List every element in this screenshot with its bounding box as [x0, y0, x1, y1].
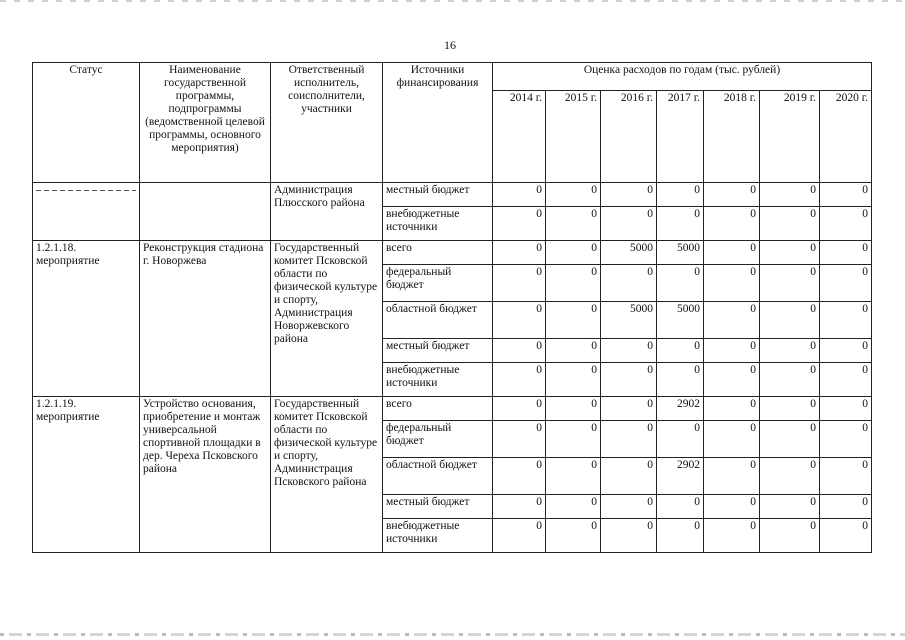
value-cell: 0: [820, 363, 872, 397]
value-cell: 0: [760, 183, 820, 207]
value-cell: 0: [601, 207, 657, 241]
value-cell: 5000: [601, 302, 657, 339]
value-cell: 0: [704, 339, 760, 363]
status-cell-continued: [33, 183, 140, 241]
table-row: [33, 397, 872, 421]
value-cell: 0: [704, 302, 760, 339]
header-name: Наименование государственной программы, подпрограммы (ведомственной целевой программы, основного мероприятия): [140, 63, 271, 183]
value-cell: 0: [704, 265, 760, 302]
status-cell: 1.2.1.19. мероприятие: [33, 397, 140, 553]
source-cell: внебюджетные источники: [383, 363, 493, 397]
value-cell: 0: [601, 183, 657, 207]
value-cell: 0: [493, 265, 546, 302]
value-cell: 0: [546, 519, 601, 553]
value-cell: 0: [601, 519, 657, 553]
source-cell: местный бюджет: [383, 495, 493, 519]
source-cell: областной бюджет: [383, 302, 493, 339]
scan-artifact-bottom: [0, 633, 905, 636]
source-cell: всего: [383, 397, 493, 421]
value-cell: 0: [546, 265, 601, 302]
value-cell: 0: [760, 207, 820, 241]
value-cell: 5000: [657, 241, 704, 265]
value-cell: 0: [760, 302, 820, 339]
value-cell: 0: [657, 519, 704, 553]
value-cell: 0: [546, 397, 601, 421]
value-cell: 0: [820, 495, 872, 519]
name-cell-continued: [140, 183, 271, 241]
value-cell: 0: [657, 421, 704, 458]
scan-artifact-top: [0, 0, 905, 2]
source-cell: областной бюджет: [383, 458, 493, 495]
page-number: 16: [444, 38, 456, 52]
value-cell: 0: [493, 363, 546, 397]
source-cell: федеральный бюджет: [383, 265, 493, 302]
source-cell: местный бюджет: [383, 339, 493, 363]
value-cell: 0: [820, 339, 872, 363]
header-year: 2016 г.: [601, 91, 657, 183]
source-cell: федеральный бюджет: [383, 421, 493, 458]
value-cell: 0: [760, 265, 820, 302]
table-row: [33, 241, 872, 265]
value-cell: 0: [546, 339, 601, 363]
value-cell: 0: [493, 339, 546, 363]
value-cell: 0: [657, 495, 704, 519]
value-cell: 5000: [601, 241, 657, 265]
table-row: [33, 183, 872, 207]
responsible-cell: Государственный комитет Псковской области по физической культуре и спорту, Администрация Псковского района: [271, 397, 383, 553]
value-cell: 0: [493, 241, 546, 265]
value-cell: 2902: [657, 397, 704, 421]
value-cell: 0: [493, 207, 546, 241]
source-cell: внебюджетные источники: [383, 207, 493, 241]
value-cell: 2902: [657, 458, 704, 495]
value-cell: 0: [493, 183, 546, 207]
value-cell: 0: [760, 519, 820, 553]
budget-table: [32, 62, 872, 553]
header-status: Статус: [33, 63, 140, 183]
value-cell: 0: [820, 265, 872, 302]
value-cell: 0: [657, 207, 704, 241]
header-year: 2017 г.: [657, 91, 704, 183]
header-year: 2019 г.: [760, 91, 820, 183]
value-cell: 0: [820, 421, 872, 458]
value-cell: 0: [601, 495, 657, 519]
responsible-cell: Государственный комитет Псковской области по физической культуре и спорту, Администрация Новоржевского района: [271, 241, 383, 397]
value-cell: 0: [601, 265, 657, 302]
value-cell: 0: [601, 339, 657, 363]
value-cell: 0: [704, 397, 760, 421]
value-cell: 0: [657, 363, 704, 397]
name-cell: Реконструкция стадиона г. Новоржева: [140, 241, 271, 397]
value-cell: 0: [760, 339, 820, 363]
value-cell: 0: [657, 183, 704, 207]
value-cell: 0: [760, 397, 820, 421]
value-cell: 0: [820, 519, 872, 553]
value-cell: 0: [546, 183, 601, 207]
value-cell: 0: [760, 241, 820, 265]
header-year: 2018 г.: [704, 91, 760, 183]
header-responsible: Ответственный исполнитель, соисполнители, участники: [271, 63, 383, 183]
value-cell: 0: [493, 421, 546, 458]
table-body: [33, 63, 872, 553]
value-cell: 0: [704, 421, 760, 458]
value-cell: 0: [546, 241, 601, 265]
value-cell: 0: [704, 363, 760, 397]
source-cell: всего: [383, 241, 493, 265]
header-year: 2020 г.: [820, 91, 872, 183]
value-cell: 0: [546, 207, 601, 241]
value-cell: 0: [493, 302, 546, 339]
value-cell: 0: [704, 183, 760, 207]
value-cell: 0: [704, 241, 760, 265]
value-cell: 0: [704, 519, 760, 553]
value-cell: 0: [820, 397, 872, 421]
value-cell: 0: [493, 519, 546, 553]
value-cell: 0: [820, 241, 872, 265]
value-cell: 0: [760, 421, 820, 458]
header-sources: Источники финансирования: [383, 63, 493, 183]
status-cell: 1.2.1.18. мероприятие: [33, 241, 140, 397]
value-cell: 0: [601, 363, 657, 397]
value-cell: 0: [493, 397, 546, 421]
value-cell: 0: [760, 363, 820, 397]
scan-artifact-line: [36, 190, 136, 191]
header-year: 2014 г.: [493, 91, 546, 183]
header-expenses: Оценка расходов по годам (тыс. рублей): [493, 63, 872, 91]
value-cell: 0: [820, 183, 872, 207]
value-cell: 0: [546, 363, 601, 397]
value-cell: 0: [546, 458, 601, 495]
value-cell: 0: [493, 495, 546, 519]
header-year: 2015 г.: [546, 91, 601, 183]
value-cell: 0: [704, 458, 760, 495]
value-cell: 0: [601, 458, 657, 495]
value-cell: 0: [601, 397, 657, 421]
value-cell: 0: [820, 207, 872, 241]
value-cell: 0: [820, 458, 872, 495]
value-cell: 0: [546, 421, 601, 458]
value-cell: 0: [546, 495, 601, 519]
name-cell: Устройство основания, приобретение и монтаж универсальной спортивной площадки в дер. Череха Псковского района: [140, 397, 271, 553]
source-cell: местный бюджет: [383, 183, 493, 207]
value-cell: 0: [760, 458, 820, 495]
value-cell: 0: [493, 458, 546, 495]
header-row: [33, 63, 872, 91]
value-cell: 0: [704, 495, 760, 519]
value-cell: 0: [704, 207, 760, 241]
value-cell: 0: [657, 265, 704, 302]
value-cell: 5000: [657, 302, 704, 339]
value-cell: 0: [546, 302, 601, 339]
value-cell: 0: [657, 339, 704, 363]
responsible-cell: Администрация Плюсского района: [271, 183, 383, 241]
value-cell: 0: [760, 495, 820, 519]
value-cell: 0: [820, 302, 872, 339]
source-cell: внебюджетные источники: [383, 519, 493, 553]
value-cell: 0: [601, 421, 657, 458]
